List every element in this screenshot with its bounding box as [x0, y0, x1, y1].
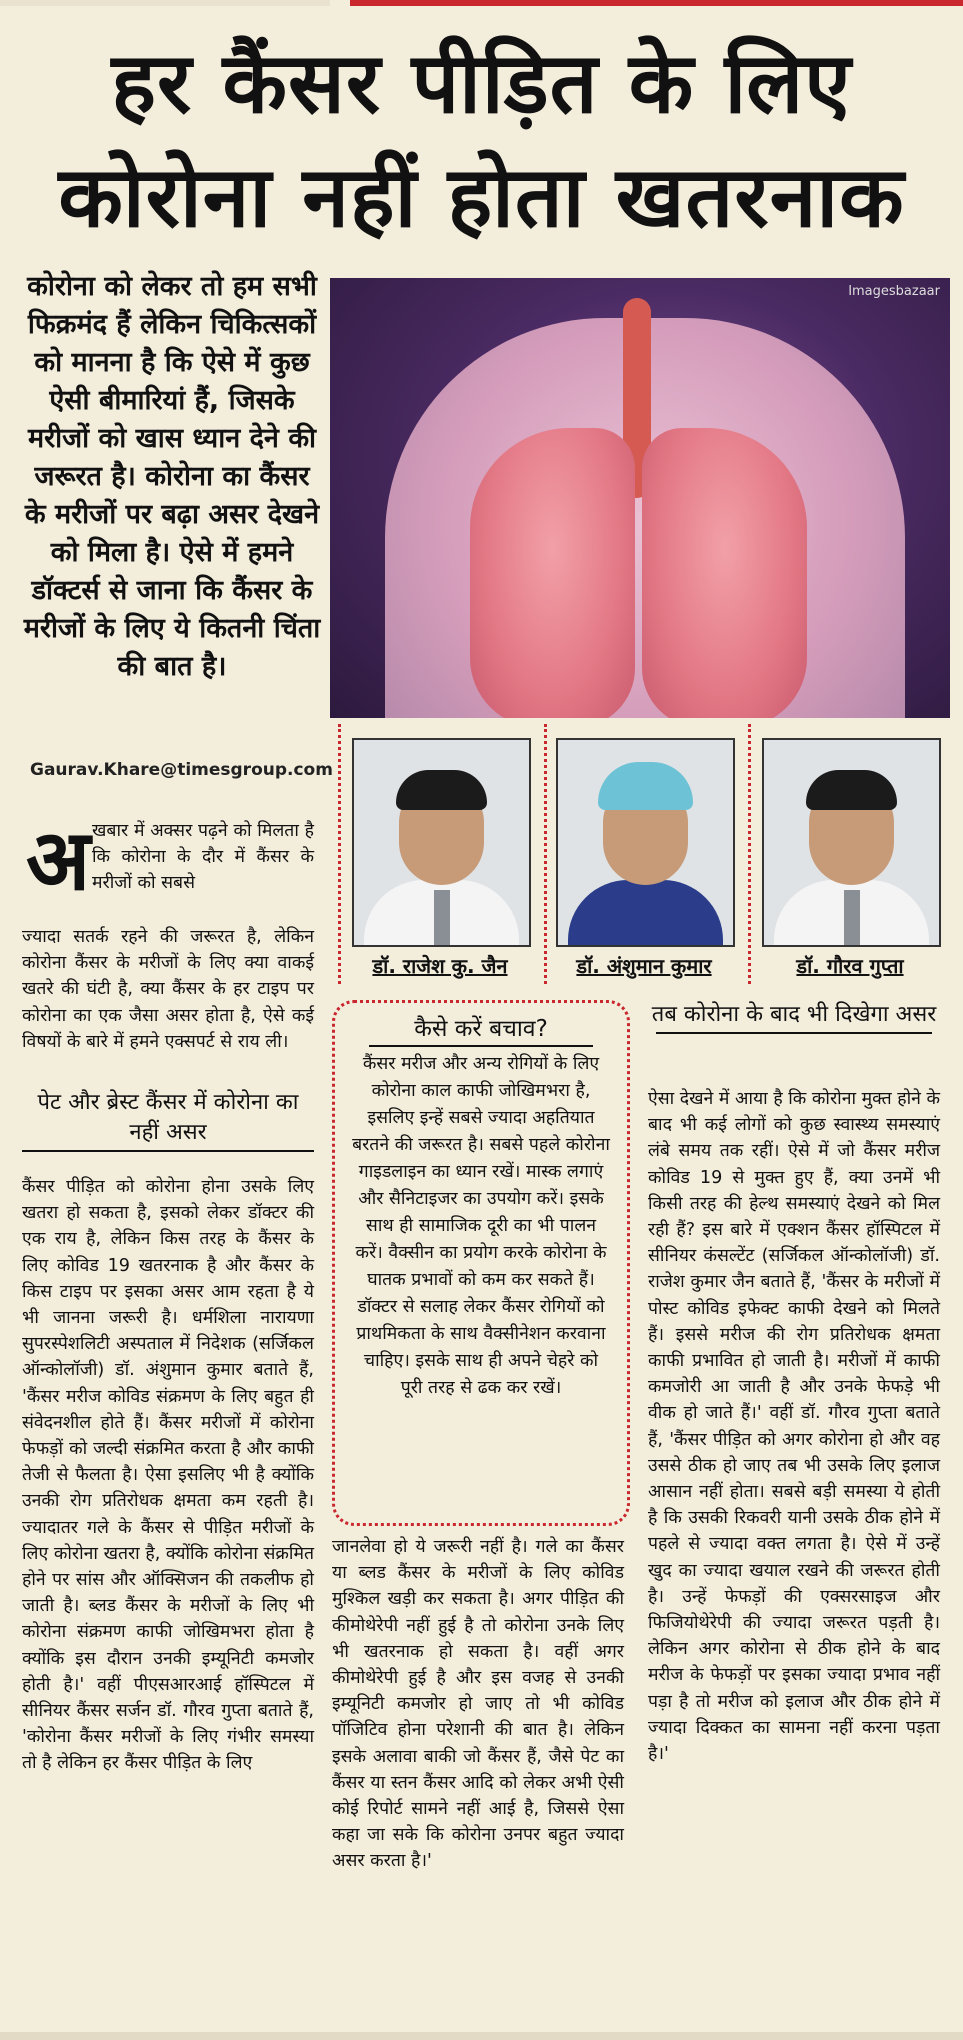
- divider-dotted: [748, 724, 751, 984]
- col2-body: जानलेवा हो ये जरूरी नहीं है। गले का कैंसर या ब्लड कैंसर के मरीजों के लिए कोविड मुश्किल खड़ी कर सकता है। अगर पीड़ित की कीमोथेरेपी नहीं हुई है तो कोरोना उनके लिए भी खतरनाक हो सकता है। वहीं अगर कीमोथेरेपी हुई है और इस वजह से उनकी इम्यूनिटी कमजोर हो जाए तो भी कोविड पॉजिटिव होना परेशानी की बात है। लेकिन इसके अलावा बाकी जो कैंसर हैं, जैसे पेट का कैंसर या स्तन कैंसर आदि को लेकर अभी ऐसी कोई रिपोर्ट सामने नहीं आई है, जिससे ऐसा कहा जा सके कि कोरोना उनपर बहुत ज्यादा असर करता है।': [332, 1537, 624, 1872]
- bottom-bar: [0, 2032, 963, 2040]
- right-lung-shape: [642, 428, 807, 718]
- col1-subhead-text: पेट और ब्रेस्ट कैंसर में कोरोना का नहीं असर: [37, 1090, 299, 1145]
- lungs-illustration: [330, 278, 950, 718]
- byline-email: Gaurav.Khare@timesgroup.com: [30, 760, 333, 780]
- image-credit: Imagesbazaar: [848, 284, 940, 299]
- doctor-photo-anshuman: [556, 738, 735, 947]
- col3-body: ऐसा देखने में आया है कि कोरोना मुक्त होने के बाद भी कई लोगों को कुछ स्वास्थ्य समस्याएं लंबे समय तक रहीं। ऐसे में जो कैंसर मरीज कोविड 19 से मुक्त हुए हैं, क्या उनमें भी किसी तरह की हेल्थ समस्याएं देखने को मिल रही हैं? इस बारे में एक्शन कैंसर हॉस्पिटल में सीनियर कंसल्टेंट (सर्जिकल ऑन्कोलॉजी) डॉ. राजेश कुमार जैन बताते हैं, 'कैंसर के मरीजों में पोस्ट कोविड इफेक्ट काफी देखने को मिलते हैं। इससे मरीज की रोग प्रतिरोधक क्षमता काफी प्रभावित हो जाती है। मरीजों में काफी कमजोरी आ जाती है और उनके फेफड़े भी वीक हो जाते हैं।' वहीं डॉ. गौरव गुप्ता बताते हैं, 'कैंसर पीड़ित को अगर कोरोना हो और वह उससे ठीक हो जाए तब भी उसके लिए इलाज आसान नहीं होता। सबसे बड़ी समस्या ये होती है कि उसकी रिकवरी यानी उसके ठीक होने में पहले से ज्यादा वक्त लगता है। ऐसे में उन्हें खुद का ज्यादा खयाल रखने की जरूरत होती है। उन्हें फेफड़ों की एक्सरसाइज और फिजियोथेरेपी की ज्यादा जरूरत पड़ती है। लेकिन अगर कोरोना से ठीक होने के बाद मरीज के फेफड़ों पर इसका ज्यादा प्रभाव नहीं पड़ा है तो मरीज को इलाज और ठीक होने में ज्यादा दिक्कत का सामना नहीं करना पड़ता है।': [648, 1089, 940, 1765]
- tips-box-title: कैसे करें बचाव?: [414, 1016, 548, 1042]
- col1-lead-text: खबार में अक्सर पढ़ने को मिलता है कि कोरोना के दौर में कैंसर के मरीजों को सबसे: [92, 821, 314, 894]
- col3-subhead-text: तब कोरोना के बाद भी दिखेगा असर: [651, 1002, 937, 1027]
- doctor-photo-rajesh: [352, 738, 531, 947]
- intro-text: कोरोना को लेकर तो हम सभी फिक्रमंद हैं लेकिन चिकित्सकों को मानना है कि ऐसे में कुछ ऐसी बीमारियां हैं, जिसके मरीजों को खास ध्यान देने की जरूरत है। कोरोना का कैंसर के मरीजों पर बढ़ा असर देखने को मिला है। ऐसे में हमने डॉक्टर्स से जाना कि कैंसर के मरीजों के लिए ये कितनी चिंता की बात है।: [23, 271, 321, 682]
- headline-line1: हर कैंसर पीड़ित के लिए: [111, 34, 852, 132]
- top-bar: [0, 0, 963, 6]
- headline-line2: कोरोना नहीं होता खतरनाक: [58, 148, 905, 246]
- col1-lead-continued: ज्यादा सतर्क रहने की जरूरत है, लेकिन कोरोना कैंसर के मरीजों के लिए क्या वाकई खतरे की घंटी है, क्या कैंसर के हर टाइप पर कोरोना का एक जैसा असर होता है, ऐसे कई विषयों के बारे में हमने एक्सपर्ट से राय ली।: [22, 927, 314, 1052]
- tips-box-text: कैंसर मरीज और अन्य रोगियों के लिए कोरोना काल काफी जोखिमभरा है, इसलिए इन्हें सबसे ज्यादा अहतियात बरतने की जरूरत है। सबसे पहले कोरोना गाइडलाइन का ध्यान रखें। मास्क लगाएं और सैनिटाइजर का उपयोग करें। इसके साथ ही सामाजिक दूरी का भी पालन करें। वैक्सीन का प्रयोग करके कोरोना के घातक प्रभावों को कम कर सकते हैं। डॉक्टर से सलाह लेकर कैंसर रोगियों को प्राथमिकता के साथ वैक्सीनेशन करवाना चाहिए। इसके साथ ही अपने चेहरे को पूरी तरह से ढक कर रखें।: [352, 1054, 610, 1398]
- left-lung-shape: [470, 428, 635, 718]
- divider-dotted: [338, 724, 341, 984]
- drop-cap: अ: [26, 811, 91, 909]
- divider-dotted: [544, 724, 547, 984]
- doctor-name-caption: डॉ. अंशुमान कुमार: [576, 954, 712, 978]
- tips-box: [332, 1000, 630, 1526]
- doctor-name-caption: डॉ. राजेश कु. जैन: [372, 954, 508, 978]
- col1-subhead: [22, 1088, 314, 1148]
- col3-subhead: [648, 1000, 940, 1030]
- doctor-photo-gaurav: [762, 738, 941, 947]
- doctor-name-caption: डॉ. गौरव गुप्ता: [796, 954, 904, 978]
- col1-body: कैंसर पीड़ित को कोरोना होना उसके लिए खतरा हो सकता है, इसको लेकर डॉक्टर की एक राय है, लेकिन किस तरह के कैंसर के लिए कोविड 19 खतरनाक है और कैंसर के किस टाइप पर इसका असर आम रहता है ये भी जानना जरूरी है। धर्मशिला नारायणा सुपरस्पेशलिटी अस्पताल में निदेशक (सर्जिकल ऑन्कोलॉजी) डॉ. अंशुमान कुमार बताते हैं, 'कैंसर मरीज कोविड संक्रमण के लिए बहुत ही संवेदनशील होते हैं। कैंसर मरीजों में कोरोना फेफड़ों को जल्दी संक्रमित करता है और काफी तेजी से फैलता है। ऐसा इसलिए भी है क्योंकि उनकी रोग प्रतिरोधक क्षमता कम रहती है। ज्यादातर गले के कैंसर से पीड़ित मरीजों के लिए कोरोना खतरा है, क्योंकि कोरोना संक्रमित होने पर सांस और ऑक्सिजन की तकलीफ हो जाती है। ब्लड कैंसर के मरीजों के लिए भी कोरोना संक्रमण काफी जोखिमभरा होता है क्योंकि इस दौरान उनकी इम्यूनिटी कमजोर होती है।' वहीं पीएसआरआई हॉस्पिटल में सीनियर कैंसर सर्जन डॉ. गौरव गुप्ता बताते हैं, 'कोरोना कैंसर मरीजों के लिए गंभीर समस्या तो है लेकिन हर कैंसर पीड़ित के लिए: [22, 1177, 314, 1774]
